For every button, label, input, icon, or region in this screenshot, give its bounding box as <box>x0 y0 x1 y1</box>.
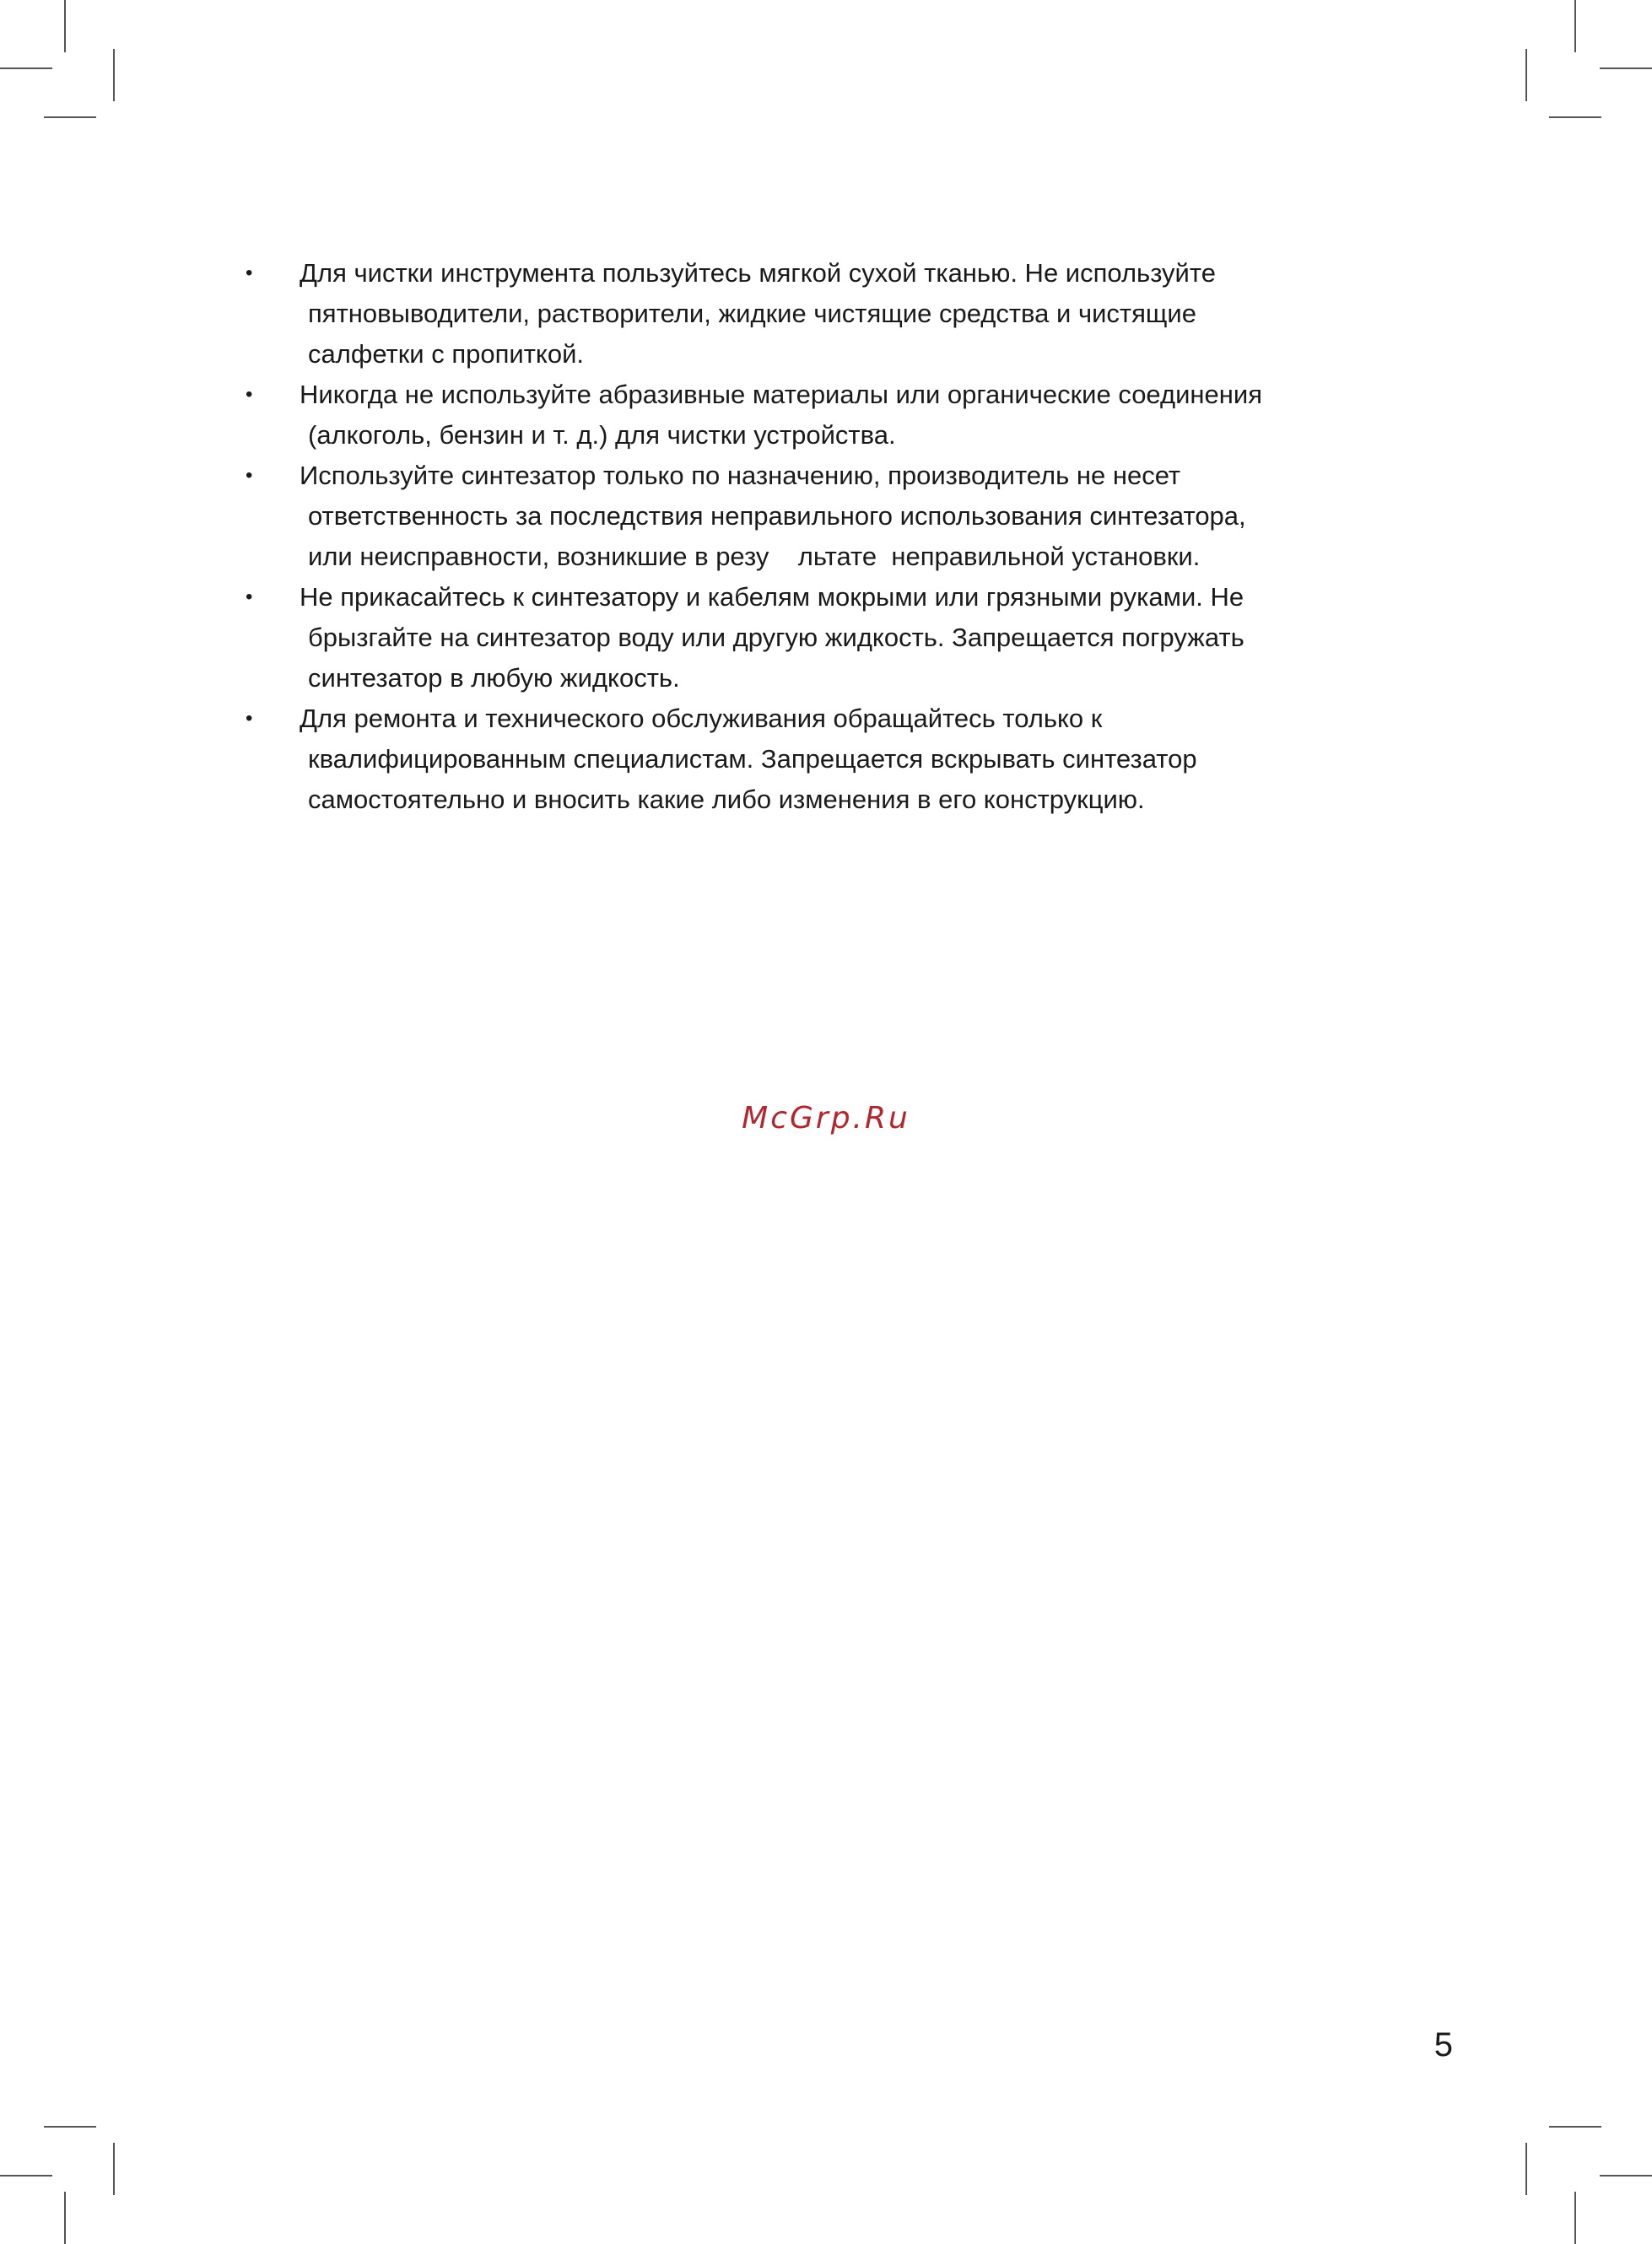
list-item-line: Для чистки инструмента пользуйтесь мягкой сухой тканью. Не используйте <box>300 258 1216 288</box>
crop-mark <box>0 2175 52 2177</box>
list-item-line: самостоятельно и вносить какие либо изменения в его конструкцию. <box>308 785 1145 814</box>
crop-mark <box>64 2192 66 2244</box>
crop-mark <box>1574 0 1576 52</box>
crop-mark <box>1600 67 1652 69</box>
list-item <box>240 253 1439 375</box>
crop-mark <box>1525 49 1527 101</box>
bullet-icon: • <box>246 707 253 730</box>
list-item <box>240 456 1439 577</box>
instructions-content <box>240 253 1439 820</box>
list-item <box>240 699 1439 820</box>
safety-bullet-list <box>240 253 1439 820</box>
crop-mark <box>0 67 52 69</box>
list-item <box>240 577 1439 699</box>
list-item-line: ответственность за последствия неправильного использования синтезатора, <box>308 501 1246 531</box>
crop-mark <box>113 49 115 101</box>
crop-mark <box>64 0 66 52</box>
crop-mark <box>1574 2192 1576 2244</box>
page-number: 5 <box>1433 2026 1453 2063</box>
crop-mark <box>113 2143 115 2195</box>
crop-mark <box>44 2126 96 2128</box>
list-item-line: Для ремонта и технического обслуживания обращайтесь только к <box>300 704 1103 733</box>
bullet-icon: • <box>246 464 253 487</box>
list-item-line: (алкоголь, бензин и т. д.) для чистки устройства. <box>308 420 896 450</box>
list-item-line: пятновыводители, растворители, жидкие чистящие средства и чистящие <box>308 299 1196 328</box>
bullet-icon: • <box>246 383 253 406</box>
crop-mark <box>1549 116 1601 118</box>
list-item <box>240 375 1439 456</box>
list-item-line: или неисправности, возникшие в резу льтате неправильной установки. <box>308 542 1201 571</box>
list-item-line: Не прикасайтесь к синтезатору и кабелям мокрыми или грязными руками. Не <box>300 582 1244 612</box>
bullet-icon: • <box>246 262 253 284</box>
crop-mark <box>1525 2143 1527 2195</box>
list-item-line: синтезатор в любую жидкость. <box>308 663 680 693</box>
list-item-line: брызгайте на синтезатор воду или другую жидкость. Запрещается погружать <box>308 623 1244 652</box>
crop-mark <box>44 116 96 118</box>
bullet-icon: • <box>246 585 253 608</box>
list-item-line: Используйте синтезатор только по назначению, производитель не несет <box>300 461 1181 490</box>
list-item-line: квалифицированным специалистам. Запрещается вскрывать синтезатор <box>308 744 1197 774</box>
crop-mark <box>1600 2175 1652 2177</box>
crop-mark <box>1549 2126 1601 2128</box>
list-item-line: Никогда не используйте абразивные материалы или органические соединения <box>300 380 1262 409</box>
list-item-line: салфетки с пропиткой. <box>308 339 584 369</box>
watermark-logo-text: McGrp.Ru <box>742 1101 910 1135</box>
